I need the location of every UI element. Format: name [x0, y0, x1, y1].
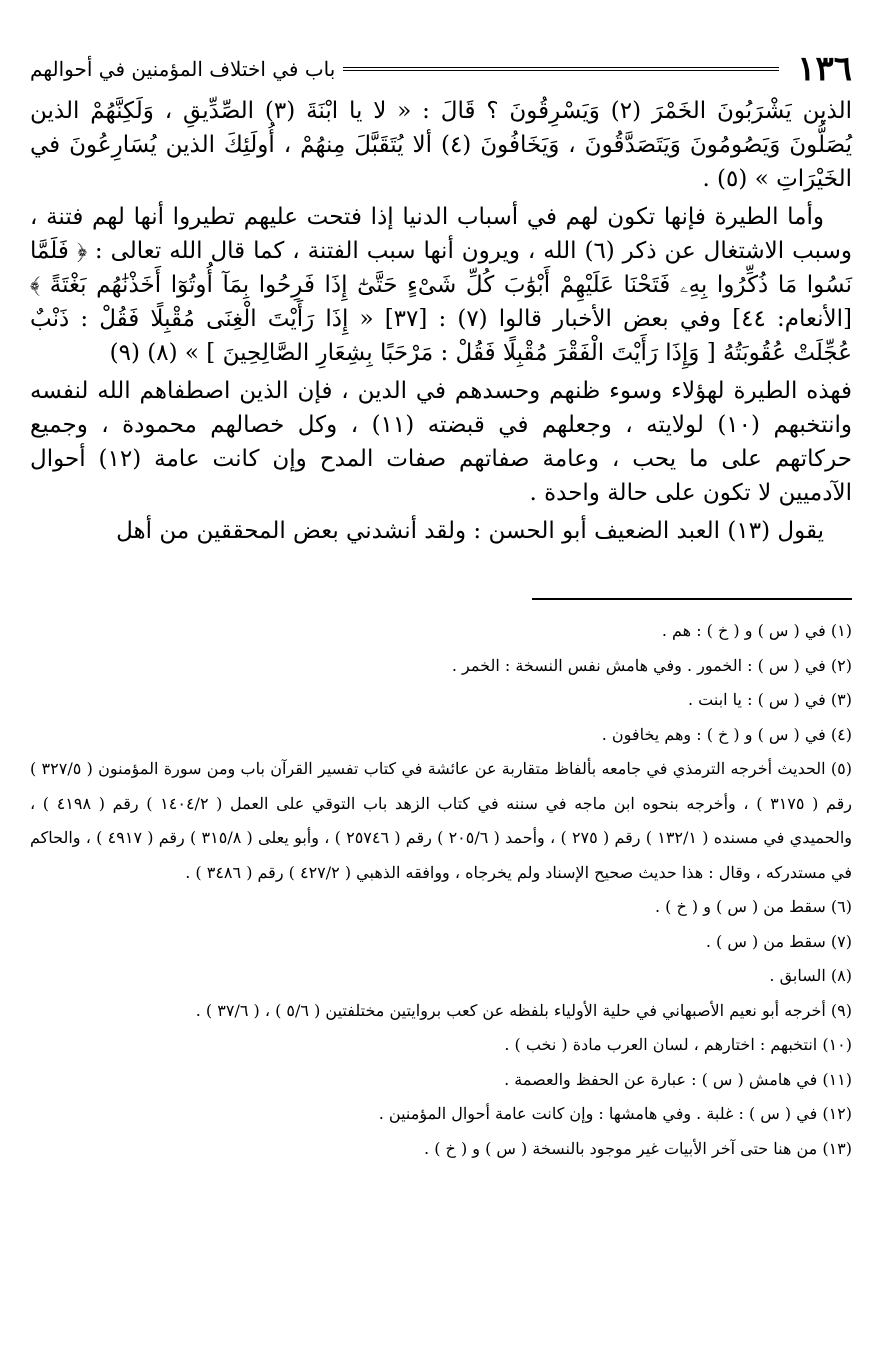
paragraph: الذين يَشْرَبُونَ الخَمْرَ (٢) وَيَسْرِقُونَ ؟ قَالَ : « لا يا ابْنَةَ (٣) الصِّدِّيقِ ، وَلَكِنَّهُمْ الذين يُصَلُّونَ وَيَصُومُونَ وَيَتَصَدَّقُونَ ، وَيَخَافُونَ (٤) ألا يُتَقَبَّلَ مِنهُمْ ، أُولَئِكَ الذين يُسَارِعُونَ في الخَيْرَاتِ » (٥) .: [30, 98, 852, 192]
footnote: (٣) في ( س ) : يا ابنت .: [687, 690, 852, 709]
header-rule: [343, 67, 779, 71]
footnote: (١٢) في ( س ) : غلبة . وفي هامشها : وإن كانت عامة أحوال المؤمنين .: [378, 1104, 852, 1123]
footnote: (١٣) من هنا حتى آخر الأبيات غير موجود بالنسخة ( س ) و ( خ ) .: [424, 1138, 852, 1158]
book-page: [30, 48, 852, 1166]
footnote: (٥) الحديث أخرجه الترمذي في جامعه بألفاظ متقاربة عن عائشة في كتاب تفسير القرآن باب ومن سورة المؤمنون ( ٣٢٧/٥ ) رقم ( ٣١٧٥ ) ، وأخرجه بنحوه ابن ماجه في سننه في كتاب الزهد باب التوقي على العمل ( ١٤٠٤/٢ ) رقم ( ٤١٩٨ ) ، والحميدي في مسنده ( ١٣٢/١ ) رقم ( ٢٧٥ ) ، وأحمد ( ٢٠٥/٦ ) رقم ( ٢٥٧٤٦ ) ، وأبو يعلى ( ٣١٥/٨ ) رقم ( ٤٩١٧ ) ، والحاكم في مستدركه ، وقال : هذا حديث صحيح الإسناد ولم يخرجاه ، ووافقه الذهبي ( ٤٢٧/٢ ) رقم ( ٣٤٨٦ ) .: [30, 759, 853, 882]
footnote: (٤) في ( س ) و ( خ ) : وهم يخافون .: [601, 724, 852, 744]
footnote: (٢) في ( س ) : الخمور . وفي هامش نفس النسخة : الخمر .: [451, 655, 852, 675]
footnote: (٨) السابق .: [769, 966, 852, 985]
footnote: (١١) في هامش ( س ) : عبارة عن الحفظ والعصمة .: [504, 1069, 852, 1089]
page-number: ١٣٦: [797, 49, 852, 89]
paragraph: يقول (١٣) العبد الضعيف أبو الحسن : ولقد أنشدني بعض المحققين من أهل: [116, 518, 824, 544]
paragraph: وأما الطيرة فإنها تكون لهم في أسباب الدنيا إذا فتحت عليهم تطيروا أنها لهم فتنة ، وسبب الاشتغال عن ذكر (٦) الله ، ويرون أنها سبب الفتنة ، كما قال الله تعالى : ﴿ فَلَمَّا نَسُوا مَا ذُكِّرُوا بِهِۦ فَتَحْنَا عَلَيْهِمْ أَبْوَٰبَ كُلِّ شَىْءٍ حَتَّىٰٓ إِذَا فَرِحُوا بِمَآ أُوتُوٓا أَخَذْنَٰهُم بَغْتَةً ﴾ [الأنعام: ٤٤] وفي بعض الأخبار قالوا (٧) : [٣٧] « إِذَا رَأَيْتَ الْغِنَى مُقْبِلًا فَقُلْ : ذَنْبٌ عُجِّلَتْ عُقُوبَتُهُ [ وَإِذَا رَأَيْتَ الْفَقْرَ مُقْبِلًا فَقُلْ : مَرْحَبًا بِشِعَارِ الصَّالِحِينَ ] » (٨) (٩): [30, 204, 852, 366]
page-header: [30, 48, 852, 90]
footnote: (٩) أخرجه أبو نعيم الأصبهاني في حلية الأولياء بلفظه عن كعب بروايتين مختلفتين ( ٥/٦ ) ، ( ٣٧/٦ ) .: [195, 1000, 852, 1020]
paragraph: فهذه الطيرة لهؤلاء وسوء ظنهم وحسدهم في الدين ، فإن الذين اصطفاهم الله لنفسه وانتخبهم (١٠) لولايته ، وجعلهم في قبضته (١١) ، وكل خصالهم محمودة ، وجميع حركاتهم على ما يحب ، وعامة صفاتهم صفات المدح وإن كانت عامة (١٢) أحوال الآدميين لا تكون على حالة واحدة .: [30, 378, 852, 506]
footnote: (٦) سقط من ( س ) و ( خ ) .: [654, 897, 852, 916]
footnote: (١٠) انتخبهم : اختارهم ، لسان العرب مادة ( نخب ) .: [504, 1035, 852, 1054]
footnote: (١) في ( س ) و ( خ ) : هم .: [661, 621, 852, 640]
main-text: [30, 94, 852, 548]
running-title: باب في اختلاف المؤمنين في أحوالهم: [30, 57, 336, 81]
footnotes: [30, 614, 852, 1166]
footnote: (٧) سقط من ( س ) .: [705, 931, 852, 951]
footnote-separator: [30, 598, 852, 600]
